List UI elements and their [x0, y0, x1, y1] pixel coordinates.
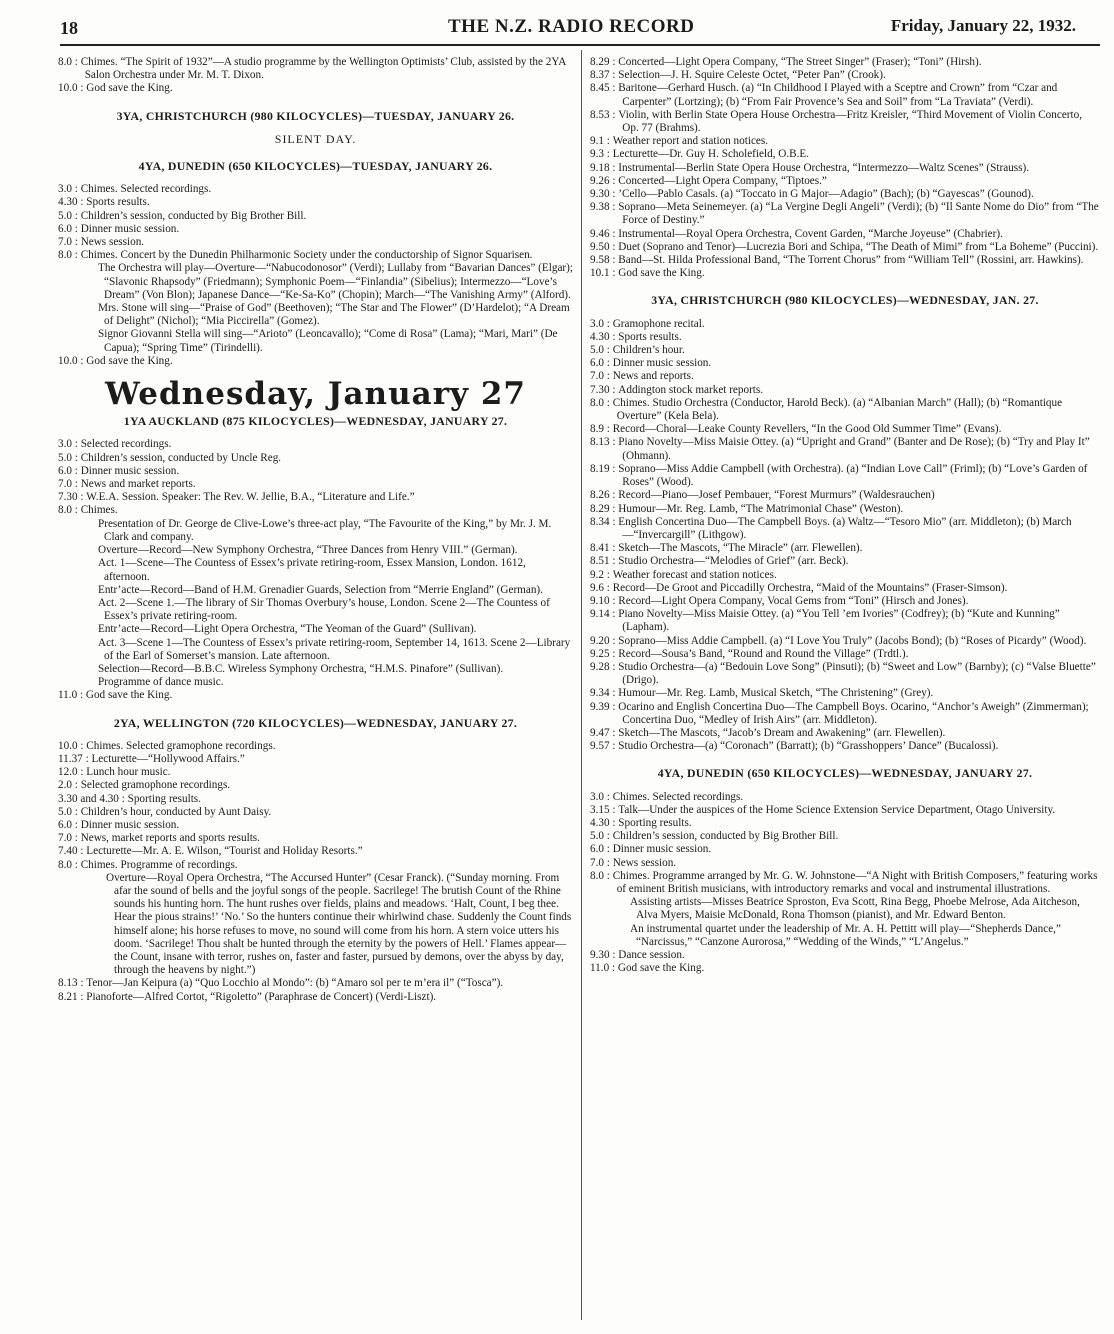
entry-time: 8.29 [590, 56, 610, 68]
list-item: 7.0 : News session. [58, 236, 573, 249]
list-item: 3.0 : Selected recordings. [58, 438, 573, 451]
entry-time: 9.46 [590, 227, 610, 240]
entry-text: Children’s session, conducted by Big Brother Bill. [80, 209, 307, 222]
list-item: 6.0 : Dinner music session. [590, 843, 1100, 856]
list-item: 5.0 : Children’s session, conducted by Uncle Reg. [58, 452, 573, 465]
entry-text: Gramophone recital. [612, 317, 705, 330]
list-item: 3.0 : Chimes. Selected recordings. [58, 183, 573, 196]
entry-text: English Concertina Duo—The Campbell Boys. (a) Waltz—“Tesoro Mio” (arr. Middleton); (b) March—“Invercargill” (Lithgow). [618, 515, 1072, 541]
list-item: 9.3 : Lecturette—Dr. Guy H. Scholefield, O.B.E. [590, 148, 1100, 161]
program-detail: Act. 2—Scene 1.—The library of Sir Thomas Overbury’s house, London. Scene 2—The Countess of Essex’s private retiring-room. [98, 596, 550, 623]
entry-time: 4.30 [58, 196, 78, 209]
entry-time: 9.50 [590, 240, 610, 253]
list-item: 9.6 : Record—De Groot and Piccadilly Orchestra, “Maid of the Mountains” (Fraser-Simson). [590, 582, 1100, 595]
entry-text: Chimes. Selected recordings. [612, 790, 744, 803]
publication-title: THE N.Z. RADIO RECORD [448, 16, 695, 37]
list-item: 5.0 : Children’s hour, conducted by Aunt Daisy. [58, 806, 573, 819]
entry-time: 6.0 [58, 818, 72, 831]
entry-text: Piano Novelty—Miss Maisie Ottey. (a) “You Tell ’em Ivories” (Codfrey); (b) “Kute and Kunning” (Lapham). [618, 608, 1060, 634]
list-item: 9.50 : Duet (Soprano and Tenor)—Lucrezia Bori and Schipa, “The Death of Mimi” from “La Boheme” (Puccini). [590, 240, 1099, 253]
entry-text: Chimes. [80, 504, 118, 517]
entry-text: Studio Orchestra—“Melodies of Grief” (arr. Beck). [618, 555, 849, 568]
entry-text: Chimes. Selected gramophone recordings. [86, 739, 276, 752]
list-item: 8.21 : Pianoforte—Alfred Cortot, “Rigoletto” (Paraphrase de Concert) (Verdi-Liszt). [58, 991, 573, 1004]
entry-text: Dinner music session. [80, 222, 180, 235]
entry-time: 10.0 [58, 82, 78, 95]
entry-time: 9.30 [590, 188, 610, 201]
entry-text: Talk—Under the auspices of the Home Science Extension Service Department, Otago University. [618, 803, 1056, 816]
list-item: 9.47 : Sketch—The Mascots, “Jacob’s Dream and Awakening” (arr. Flewellen). [590, 727, 1100, 740]
station-heading-1ya-wed: 1YA AUCKLAND (875 KILOCYCLES)—WEDNESDAY, JANUARY 27. [123, 414, 508, 429]
list-item: 5.0 : Children’s hour. [590, 344, 1100, 357]
entry-time: 9.38 [590, 201, 610, 214]
list-item: 5.0 : Children’s session, conducted by Big Brother Bill. [590, 830, 1100, 843]
program-detail: Mrs. Stone will sing—“Praise of God” (Beethoven); “The Star and The Flower” (D’Hardelot); “A Dream of Delight” (Nichol); “Mia Piccirella” (Gomez). [98, 302, 570, 328]
list-item: 7.30 : W.E.A. Session. Speaker: The Rev. W. Jellie, B.A., “Literature and Life.” [58, 491, 573, 504]
entry-text: Dinner music session. [80, 464, 180, 477]
entry-time: 8.0 [590, 396, 604, 409]
entry-time: 11.37 [58, 752, 83, 765]
entry-time: 6.0 [58, 222, 72, 235]
list-item: 6.0 : Dinner music session. [58, 223, 573, 236]
entry-text: Concerted—Light Opera Company, “The Street Singer” (Fraser); “Toni” (Hirsh). [618, 56, 982, 68]
entry-text: Lecturette—Dr. Guy H. Scholefield, O.B.E. [612, 148, 810, 161]
entry-time: 9.10 [590, 594, 610, 607]
entry-time: 8.29 [590, 502, 610, 515]
list-item: 9.30 : Dance session. [590, 949, 1100, 962]
entry-time: 8.19 [590, 462, 610, 475]
entry-text: Selection—J. H. Squire Celeste Octet, “Peter Pan” (Crook). [618, 69, 886, 82]
entry-time: 4.30 [590, 816, 610, 829]
program-detail: Assisting artists—Misses Beatrice Sproston, Eva Scott, Rina Begg, Phoebe Melrose, Ada Aitcheson, Alva Myers, Maisie McDonald, Rona Thomson (pianist), and Mr. Edward Benton. [630, 896, 1080, 922]
entry-time: 5.0 [58, 451, 72, 464]
station-heading-4ya-tue: 4YA, DUNEDIN (650 KILOCYCLES)—TUESDAY, JANUARY 26. [138, 159, 493, 174]
entry-text: Chimes. “The Spirit of 1932”—A studio programme by the Wellington Optimists’ Club, assisted by the 2YA Salon Orchestra under Mr. M. T. Dixon. [80, 56, 566, 82]
entry-time: 8.51 [590, 555, 610, 568]
list-item: 5.0 : Children’s session, conducted by Big Brother Bill. [58, 210, 573, 223]
program-detail: Signor Giovanni Stella will sing—“Arioto” (Leoncavallo); “Come di Rosa” (Lama); “Mari, Mari” (De Capua); “Spring Time” (Tirindelli). [98, 328, 558, 354]
entry-time: 10.1 [590, 267, 610, 280]
entry-text: Sports results. [618, 330, 682, 343]
entry-time: 8.9 [590, 423, 604, 436]
list-item: 8.29 : Concerted—Light Opera Company, “The Street Singer” (Fraser); “Toni” (Hirsh). [590, 56, 1100, 69]
entry-text: Weather report and station notices. [612, 135, 769, 148]
entry-time: 7.0 [58, 478, 72, 491]
entry-text: Addington stock market reports. [618, 383, 764, 396]
entry-text: God save the King. [85, 689, 173, 702]
entry-text: Studio Orchestra—(a) “Coronach” (Barratt); (b) “Grasshoppers’ Dance” (Bucalossi). [618, 740, 999, 753]
list-item: 9.34 : Humour—Mr. Reg. Lamb, Musical Sketch, “The Christening” (Grey). [590, 687, 1100, 700]
entry-time: 8.34 [590, 515, 610, 528]
entry-time: 9.3 [590, 148, 604, 161]
list-item: 8.26 : Record—Piano—Josef Pembauer, “Forest Murmurs” (Waldesrauchen) [590, 489, 1100, 502]
list-item: 8.0 : Chimes. “The Spirit of 1932”—A studio programme by the Wellington Optimists’ Club, assisted by the 2YA Salon Orchestra under Mr. M. T. Dixon. [58, 56, 573, 82]
list-item: 9.25 : Record—Sousa’s Band, “Round and Round the Village” (Trdtl.). [590, 648, 1100, 661]
entry-text: Selected gramophone recordings. [80, 779, 231, 792]
entry-time: 8.53 [590, 108, 610, 121]
entry-text: Dance session. [618, 949, 685, 961]
entry-time: 11.0 [590, 962, 610, 975]
program-detail: Programme of dance music. [98, 676, 224, 689]
list-item: 8.0 : Chimes. Programme of recordings. [58, 859, 573, 872]
program-detail: Selection—Record—B.B.C. Wireless Symphony Orchestra, “H.M.S. Pinafore” (Sullivan). [98, 662, 504, 675]
entry-time: 9.14 [590, 608, 610, 621]
entry-text: News and market reports. [80, 478, 196, 491]
list-item: 8.37 : Selection—J. H. Squire Celeste Octet, “Peter Pan” (Crook). [590, 69, 1100, 82]
list-item: 6.0 : Dinner music session. [590, 357, 1100, 370]
station-heading-4ya-wed: 4YA, DUNEDIN (650 KILOCYCLES)—WEDNESDAY, JANUARY 27. [657, 766, 1033, 781]
entry-time: 9.39 [590, 700, 610, 713]
entry-time: 6.0 [58, 464, 72, 477]
list-item: 7.0 : News and market reports. [58, 478, 573, 491]
entry-time: 7.0 [590, 856, 604, 869]
list-item: 7.0 : News and reports. [590, 370, 1100, 383]
entry-text: Violin, with Berlin State Opera House Orchestra—Fritz Kreisler, “Third Movement of Violin Concerto, Op. 77 (Brahms). [618, 108, 1083, 135]
entry-time: 8.0 [58, 504, 72, 517]
entry-text: Lecturette—Mr. A. E. Wilson, “Tourist and Holiday Resorts.” [86, 845, 363, 858]
entry-time: 7.0 [58, 832, 72, 845]
list-item: 8.13 : Piano Novelty—Miss Maisie Ottey. (a) “Upright and Grand” (Banter and De Rose); (b) “Try and Play It” (Ohmann). [590, 436, 1100, 462]
entry-time: 10.0 [58, 354, 78, 367]
entry-text: News session. [80, 236, 145, 249]
entry-text: Weather forecast and station notices. [612, 568, 777, 581]
list-item: 7.0 : News session. [590, 857, 1100, 870]
list-item: 8.51 : Studio Orchestra—“Melodies of Grief” (arr. Beck). [590, 555, 1100, 568]
page-header [60, 14, 1100, 46]
right-column [590, 56, 1100, 975]
entry-text: God save the King. [86, 82, 173, 95]
list-item: 9.46 : Instrumental—Royal Opera Orchestra, Covent Garden, “Marche Joyeuse” (Chabrier). [590, 228, 1100, 241]
entry-text: Chimes. Studio Orchestra (Conductor, Harold Beck). (a) “Albanian March” (Hall); (b) “Romantique Overture” (Kela Bela). [612, 396, 1063, 423]
entry-text: Children’s session, conducted by Uncle Reg. [80, 451, 282, 464]
list-item: 9.28 : Studio Orchestra—(a) “Bedouin Love Song” (Pinsuti); (b) “Sweet and Low” (Barnby); (c) “Valse Bluette” (Drigo). [590, 661, 1100, 687]
entry-text: God save the King. [86, 354, 173, 367]
entry-time: 12.0 [58, 766, 78, 779]
list-item: 10.0 : Chimes. Selected gramophone recordings. [58, 740, 573, 753]
issue-date: Friday, January 22, 1932. [890, 16, 1076, 35]
list-item: 6.0 : Dinner music session. [58, 819, 573, 832]
entry-text: Sketch—The Mascots, “Jacob’s Dream and Awakening” (arr. Flewellen). [618, 726, 946, 739]
entry-text: Piano Novelty—Miss Maisie Ottey. (a) “Upright and Grand” (Banter and De Rose); (b) “Try and Play It” (Ohmann). [618, 436, 1090, 462]
entry-time: 8.0 [58, 249, 72, 262]
entry-text: Duet (Soprano and Tenor)—Lucrezia Bori and Schipa, “The Death of Mimi” from “La Boheme” (Puccini). [618, 240, 1099, 253]
entry-time: 9.6 [590, 581, 604, 594]
entry-text: Selected recordings. [80, 438, 172, 451]
list-item: 9.2 : Weather forecast and station notices. [590, 569, 1100, 582]
entry-text: Lecturette—“Hollywood Affairs.” [91, 752, 245, 765]
entry-time: 8.37 [590, 69, 610, 82]
entry-time: 11.0 [58, 689, 78, 702]
entry-time: 7.40 [58, 845, 78, 858]
entry-time: 2.0 [58, 779, 72, 792]
left-column [58, 56, 573, 1004]
entry-text: Soprano—Miss Addie Campbell (with Orchestra). (a) “Indian Love Call” (Friml); (b) “Love’s Garden of Roses” (Wood). [618, 462, 1088, 489]
list-item: 7.0 : News, market reports and sports results. [58, 832, 573, 845]
entry-time: 8.0 [58, 858, 72, 871]
list-item: 7.40 : Lecturette—Mr. A. E. Wilson, “Tourist and Holiday Resorts.” [58, 845, 573, 858]
list-item: 11.37 : Lecturette—“Hollywood Affairs.” [58, 753, 573, 766]
entry-time: 8.21 [58, 990, 78, 1003]
station-heading-3ya-wed: 3YA, CHRISTCHURCH (980 KILOCYCLES)—WEDNESDAY, JAN. 27. [651, 293, 1039, 308]
entry-text: Soprano—Miss Addie Campbell. (a) “I Love You Truly” (Jacobs Bond); (b) “Roses of Picardy” (Wood). [618, 634, 1087, 647]
entry-time: 3.30 and 4.30 [58, 792, 119, 805]
entry-time: 5.0 [58, 805, 72, 818]
station-heading-3ya-tue: 3YA, CHRISTCHURCH (980 KILOCYCLES)—TUESDAY, JANUARY 26. [116, 108, 515, 123]
entry-text: God save the King. [617, 962, 705, 975]
list-item: 8.0 : Chimes. Concert by the Dunedin Philharmonic Society under the conductorship of Signor Squarisen. [58, 249, 573, 262]
entry-text: Sketch—The Mascots, “The Miracle” (arr. Flewellen). [618, 542, 863, 555]
entry-text: Record—Piano—Josef Pembauer, “Forest Murmurs” (Waldesrauchen) [618, 489, 935, 502]
list-item: 3.0 : Chimes. Selected recordings. [590, 791, 1100, 804]
program-detail: Presentation of Dr. George de Clive-Lowe’s three-act play, “The Favourite of the King,” by Mr. J. M. Clark and company. [98, 517, 552, 543]
entry-text: Baritone—Gerhard Husch. (a) “In Childhood I Played with a Sceptre and Crown” from “Czar and Carpenter” (Lortzing); (b) “From Fair Provence’s Sea and Soil” from “La Traviata” (Verdi). [618, 82, 1058, 108]
entry-text: Chimes. Concert by the Dunedin Philharmonic Society under the conductorship of Signor Squarisen. [80, 249, 533, 262]
list-item: 9.1 : Weather report and station notices. [590, 135, 1100, 148]
entry-text: Studio Orchestra—(a) “Bedouin Love Song” (Pinsuti); (b) “Sweet and Low” (Barnby); (c) “Valse Bluette” (Drigo). [618, 660, 1096, 687]
list-item: 10.0 : God save the King. [58, 82, 573, 95]
list-item: 8.34 : English Concertina Duo—The Campbell Boys. (a) Waltz—“Tesoro Mio” (arr. Middleton); (b) March—“Invercargill” (Lithgow). [590, 516, 1100, 542]
entry-text: Humour—Mr. Reg. Lamb, “The Matrimonial Chase” (Weston). [618, 502, 904, 515]
list-item: 9.14 : Piano Novelty—Miss Maisie Ottey. (a) “You Tell ’em Ivories” (Codfrey); (b) “Kute and Kunning” (Lapham). [590, 608, 1100, 634]
entry-text: Chimes. Selected recordings. [80, 183, 212, 196]
entry-text: Sporting results. [618, 816, 692, 829]
list-item: 6.0 : Dinner music session. [58, 465, 573, 478]
entry-text: Pianoforte—Alfred Cortot, “Rigoletto” (Paraphrase de Concert) (Verdi-Liszt). [86, 990, 437, 1003]
station-heading-2ya-wed: 2YA, WELLINGTON (720 KILOCYCLES)—WEDNESDAY, JANUARY 27. [113, 715, 518, 730]
entry-time: 9.28 [590, 660, 610, 673]
program-detail: Act. 3—Scene 1—The Countess of Essex’s private retiring-room, September 14, 1613. Scene 2—Library of the Earl of Somerset’s mansion. Late afternoon. [98, 636, 571, 662]
list-item: 8.13 : Tenor—Jan Keipura (a) “Quo Locchio al Mondo”: (b) “Amaro sol per te m’era il” (“Tosca”). [58, 977, 573, 990]
entry-time: 3.0 [590, 790, 604, 803]
entry-time: 8.13 [58, 977, 78, 990]
entry-time: 5.0 [590, 344, 604, 357]
entry-text: Children’s hour, conducted by Aunt Daisy. [80, 805, 272, 818]
list-item: 8.29 : Humour—Mr. Reg. Lamb, “The Matrimonial Chase” (Weston). [590, 503, 1100, 516]
list-item: 8.0 : Chimes. [58, 504, 573, 517]
silent-day-note: SILENT DAY. [274, 131, 357, 146]
entry-time: 8.13 [590, 436, 610, 449]
list-item: 9.57 : Studio Orchestra—(a) “Coronach” (Barratt); (b) “Grasshoppers’ Dance” (Bucalossi). [590, 740, 1100, 753]
entry-time: 7.0 [590, 370, 604, 383]
list-item: 11.0 : God save the King. [590, 962, 1100, 975]
entry-time: 3.0 [58, 438, 72, 451]
list-item: 2.0 : Selected gramophone recordings. [58, 779, 573, 792]
entry-time: 5.0 [590, 830, 604, 843]
entry-time: 9.47 [590, 726, 610, 739]
entry-text: Soprano—Meta Seinemeyer. (a) “La Vergine Degli Angeli” (Verdi); (b) “Il Sante Nome do Dio” from “The Force of Destiny.” [618, 201, 1099, 227]
entry-time: 5.0 [58, 209, 72, 222]
list-item: 10.1 : God save the King. [590, 267, 1100, 280]
list-item: 4.30 : Sports results. [58, 196, 573, 209]
entry-time: 9.58 [590, 254, 610, 267]
list-item: 9.26 : Concerted—Light Opera Company, “Tiptoes.” [590, 175, 1100, 188]
list-item: 3.0 : Gramophone recital. [590, 318, 1100, 331]
entry-text: Record—Choral—Leake County Revellers, “In the Good Old Summer Time” (Evans). [612, 423, 1002, 436]
program-detail: The Orchestra will play—Overture—“Nabucodonosor” (Verdi); Lullaby from “Bavarian Dances” (Elgar); “Slavonic Rhapsody” (Friedmann); Symphonic Poem—“Finlandia” (Sibelius); Intermezzo—“Love’s Dream” (Von Blon); Japanese Dance—“Ke-Sa-Ko” (Chopin); March—“The Vanishing Army” (Alford). [98, 262, 573, 301]
page-number: 18 [60, 18, 78, 38]
entry-text: God save the King. [618, 267, 705, 280]
entry-time: 6.0 [590, 357, 604, 370]
program-detail: Overture—Royal Opera Orchestra, “The Accursed Hunter” (Cesar Franck). (“Sunday morning. From afar the sound of bells and the joyful songs of the people. Sacrilege! The brutish Count of the Rhine sounds his hunting horn. The hunt rushes over fields, plains and meadows. ‘Halt, Count, I beg thee. Hear the pious strains!’ ‘No.’ So the hunters continue their whirlwind chase. Suddenly the Count finds himself alone; his horse refuses to move, no sound will come from his horn. A stern voice utters his doom. ‘Sacrilege! Thou shalt be hunted through the eternity by the powers of Hell.’ Flames appear—the Count, insane with terror, rushes on, faster and faster, pursued by demons, over the abyss by day, through the heavens by night.”) [106, 871, 572, 977]
list-item: 9.58 : Band—St. Hilda Professional Band, “The Torrent Chorus” from “William Tell” (Rossini, arr. Hawkins). [590, 254, 1100, 267]
program-detail: An instrumental quartet under the leadership of Mr. A. H. Pettitt will play—“Shepherds Dance,” “Narcissus,” “Canzone Aurorosa,” “Wedding of the Winds,” “L’Angelus.” [630, 922, 1061, 948]
entry-text: Band—St. Hilda Professional Band, “The Torrent Chorus” from “William Tell” (Rossini, arr. Hawkins). [618, 254, 1084, 267]
entry-time: 9.57 [590, 740, 610, 753]
entry-text: Concerted—Light Opera Company, “Tiptoes.” [618, 174, 827, 187]
program-detail: Overture—Record—New Symphony Orchestra, “Three Dances from Henry VIII.” (German). [98, 544, 518, 557]
entry-text: Dinner music session. [612, 357, 712, 370]
list-item: 9.30 : ’Cello—Pablo Casals. (a) “Toccato in G Major—Adagio” (Bach); (b) “Gayescas” (Gounod). [590, 188, 1100, 201]
entry-text: Children’s session, conducted by Big Brother Bill. [612, 830, 839, 843]
entry-time: 6.0 [590, 843, 604, 856]
entry-text: Record—De Groot and Piccadilly Orchestra, “Maid of the Mountains” (Fraser-Simson). [612, 581, 1008, 594]
list-item: 4.30 : Sports results. [590, 331, 1100, 344]
entry-text: Instrumental—Royal Opera Orchestra, Covent Garden, “Marche Joyeuse” (Chabrier). [618, 227, 1003, 240]
entry-time: 9.20 [590, 634, 610, 647]
entry-text: ’Cello—Pablo Casals. (a) “Toccato in G Major—Adagio” (Bach); (b) “Gayescas” (Gounod). [618, 188, 1034, 201]
entry-text: Dinner music session. [80, 818, 180, 831]
entry-time: 8.45 [590, 82, 610, 95]
list-item: 12.0 : Lunch hour music. [58, 766, 573, 779]
entry-text: Record—Light Opera Company, Vocal Gems from “Toni” (Hirsch and Jones). [618, 594, 969, 607]
entry-time: 9.30 [590, 949, 610, 961]
program-detail: Entr’acte—Record—Light Opera Orchestra, “The Yeoman of the Guard” (Sullivan). [98, 623, 477, 636]
entry-time: 3.0 [58, 183, 72, 196]
entry-text: Sports results. [86, 196, 150, 209]
entry-time: 9.2 [590, 568, 604, 581]
list-item: 4.30 : Sporting results. [590, 817, 1100, 830]
program-detail: Entr’acte—Record—Band of H.M. Grenadier Guards, Selection from “Merrie England” (German). [98, 583, 543, 596]
entry-text: News, market reports and sports results. [80, 832, 260, 845]
entry-text: Instrumental—Berlin State Opera House Orchestra, “Intermezzo—Waltz Scenes” (Strauss). [618, 161, 1029, 174]
list-item: 9.18 : Instrumental—Berlin State Opera House Orchestra, “Intermezzo—Waltz Scenes” (Strauss). [590, 162, 1100, 175]
entry-time: 9.34 [590, 687, 610, 700]
list-item: 9.38 : Soprano—Meta Seinemeyer. (a) “La Vergine Degli Angeli” (Verdi); (b) “Il Sante Nome do Dio” from “The Force of Destiny.” [590, 201, 1099, 227]
list-item: 8.9 : Record—Choral—Leake County Revellers, “In the Good Old Summer Time” (Evans). [590, 423, 1100, 436]
entry-text: Chimes. Programme arranged by Mr. G. W. Johnstone—“A Night with British Composers,” featuring works of eminent British musicians, with introductory remarks and vocal and instrumental illustrations. [612, 869, 1098, 895]
entry-text: Chimes. Programme of recordings. [80, 858, 238, 871]
list-item: 11.0 : God save the King. [58, 689, 573, 702]
entry-text: Record—Sousa’s Band, “Round and Round the Village” (Trdtl.). [618, 647, 909, 660]
entry-text: Children’s hour. [612, 344, 685, 357]
list-item: 7.30 : Addington stock market reports. [590, 384, 1100, 397]
entry-text: Sporting results. [127, 792, 201, 805]
entry-text: W.E.A. Session. Speaker: The Rev. W. Jellie, B.A., “Literature and Life.” [86, 491, 415, 504]
list-item: 9.10 : Record—Light Opera Company, Vocal Gems from “Toni” (Hirsch and Jones). [590, 595, 1100, 608]
entry-time: 8.0 [58, 56, 72, 68]
entry-time: 3.15 [590, 803, 610, 816]
list-item: 9.20 : Soprano—Miss Addie Campbell. (a) “I Love You Truly” (Jacobs Bond); (b) “Roses of Picardy” (Wood). [590, 635, 1100, 648]
entry-text: Humour—Mr. Reg. Lamb, Musical Sketch, “The Christening” (Grey). [618, 687, 934, 700]
entry-time: 4.30 [590, 330, 610, 343]
entry-time: 8.41 [590, 542, 610, 555]
program-detail: Act. 1—Scene—The Countess of Essex’s private retiring-room, Essex Mansion, London. 1612, afternoon. [98, 557, 526, 583]
list-item: 8.19 : Soprano—Miss Addie Campbell (with Orchestra). (a) “Indian Love Call” (Friml); (b) “Love’s Garden of Roses” (Wood). [590, 463, 1100, 489]
list-item: 9.39 : Ocarino and English Concertina Duo—The Campbell Boys. Ocarino, “Anchor’s Aweigh” (Zimmerman); Concertina Duo, “Medley of Irish Airs” (arr. Middleton). [590, 701, 1100, 727]
entry-text: News session. [612, 856, 677, 869]
entry-time: 9.25 [590, 647, 610, 660]
column-divider [581, 50, 582, 1320]
entry-time: 7.30 [58, 491, 78, 504]
entry-time: 3.0 [590, 317, 604, 330]
entry-text: Tenor—Jan Keipura (a) “Quo Locchio al Mondo”: (b) “Amaro sol per te m’era il” (“Tosca”). [86, 977, 504, 990]
list-item: 8.53 : Violin, with Berlin State Opera House Orchestra—Fritz Kreisler, “Third Movement of Violin Concerto, Op. 77 (Brahms). [590, 109, 1100, 135]
entry-text: Dinner music session. [612, 843, 712, 856]
entry-time: 10.0 [58, 739, 78, 752]
entry-time: 9.1 [590, 135, 604, 148]
entry-text: Lunch hour music. [86, 766, 171, 779]
list-item: 8.0 : Chimes. Studio Orchestra (Conductor, Harold Beck). (a) “Albanian March” (Hall); (b) “Romantique Overture” (Kela Bela). [590, 397, 1100, 423]
entry-time: 9.18 [590, 161, 610, 174]
list-item: 3.15 : Talk—Under the auspices of the Home Science Extension Service Department, Otago University. [590, 804, 1100, 817]
entry-text: Ocarino and English Concertina Duo—The Campbell Boys. Ocarino, “Anchor’s Aweigh” (Zimmerman); Concertina Duo, “Medley of Irish Airs” (arr. Middleton). [618, 700, 1089, 726]
list-item: 8.41 : Sketch—The Mascots, “The Miracle” (arr. Flewellen). [590, 542, 1100, 555]
entry-time: 8.26 [590, 489, 610, 502]
entry-time: 9.26 [590, 174, 610, 187]
list-item: 10.0 : God save the King. [58, 355, 573, 368]
day-heading: Wednesday, January 27 [105, 376, 526, 413]
entry-time: 7.30 [590, 383, 610, 396]
entry-time: 7.0 [58, 236, 72, 249]
entry-time: 8.0 [590, 869, 604, 882]
list-item: 8.0 : Chimes. Programme arranged by Mr. G. W. Johnstone—“A Night with British Composers,” featuring works of eminent British musicians, with introductory remarks and vocal and instrumental illustrations. [590, 870, 1100, 896]
list-item: 3.30 and 4.30 : Sporting results. [58, 793, 573, 806]
list-item: 8.45 : Baritone—Gerhard Husch. (a) “In Childhood I Played with a Sceptre and Crown” from “Czar and Carpenter” (Lortzing); (b) “From Fair Provence’s Sea and Soil” from “La Traviata” (Verdi). [590, 82, 1100, 108]
entry-text: News and reports. [612, 370, 694, 383]
